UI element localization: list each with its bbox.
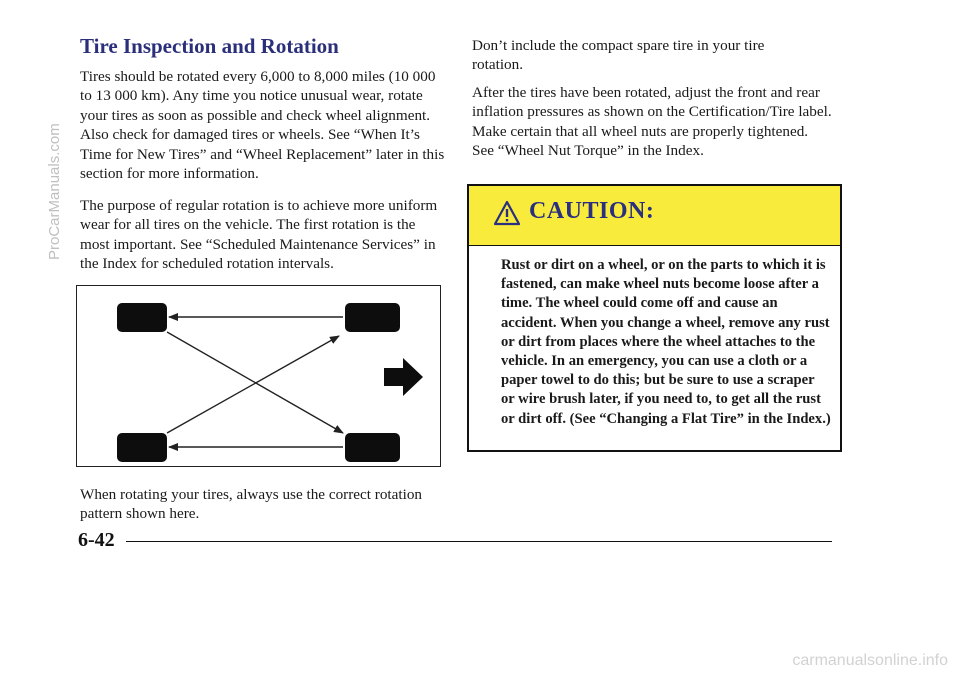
site-watermark: carmanualsonline.info (792, 652, 948, 669)
rotation-pattern-svg (77, 286, 439, 465)
section-heading: Tire Inspection and Rotation (80, 34, 339, 58)
caution-header (469, 186, 840, 246)
arrow-rear-left-to-front-right (167, 336, 339, 433)
spare-tire-note: Don’t include the compact spare tire in your tire rotation. (472, 37, 765, 74)
inflation-pressure-paragraph: After the tires have been rotated, adjust the front and rear inflation pressures as shown on the Certification/Tire label. Make certain that all wheel nuts are properly tightened. See “Wheel Nut Torque” in the Index. (472, 84, 832, 160)
rotation-purpose-paragraph: The purpose of regular rotation is to achieve more uniform wear for all tires on the vehicle. The first rotation is the most important. See “Scheduled Maintenance Services” in the Index for scheduled rotation intervals. (80, 197, 438, 273)
side-watermark: ProCarManuals.com (46, 123, 63, 260)
tire-front-right (345, 303, 400, 332)
caution-body: Rust or dirt on a wheel, or on the parts to which it is fastened, can make wheel nuts become loose after a time. The wheel could come off and cause an accident. When you change a wheel, remove any rust or dirt from places where the wheel attaches to the vehicle. In an emergency, you can use a cloth or a paper towel to do this; but be sure to use a scraper or wire brush later, if you need to, to get all the rust or dirt off. (See “Changing a Flat Tire” in the Index.) (501, 257, 831, 427)
warning-triangle-icon (493, 200, 521, 226)
tire-rotation-diagram (76, 285, 441, 467)
page-footer-rule (126, 541, 832, 542)
tire-front-left (117, 303, 167, 332)
rotation-pattern-caption: When rotating your tires, always use the correct rotation pattern shown here. (80, 486, 423, 523)
page-number: 6-42 (78, 529, 115, 551)
caution-title: CAUTION: (529, 198, 655, 224)
rotation-interval-paragraph: Tires should be rotated every 6,000 to 8,000 miles (10 000 to 13 000 km). Any time you notice unusual wear, rotate your tires as soon as possible and check wheel alignment. Also check for damaged tires or wheels. See “When It’s Time for New Tires” and “Wheel Replacement” later in this section for more information. (80, 68, 445, 183)
tire-rear-left (117, 433, 167, 462)
front-arrow-icon (384, 358, 423, 396)
tire-rear-right (345, 433, 400, 462)
caution-box (467, 184, 842, 452)
